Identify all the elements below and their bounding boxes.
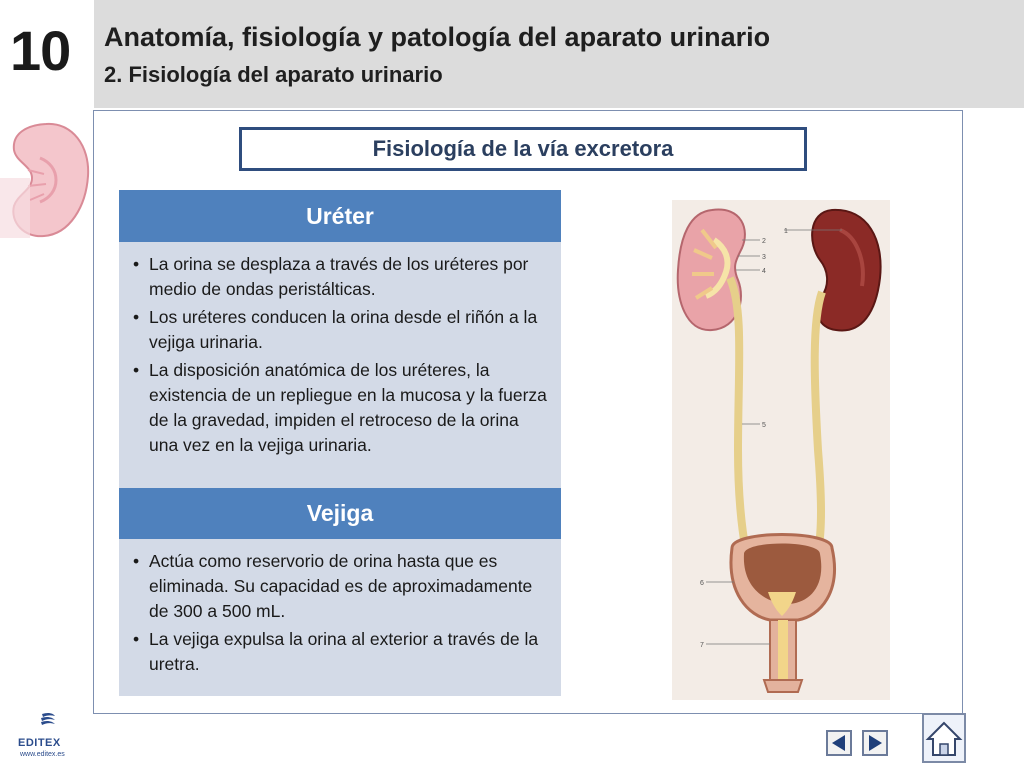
vejiga-body	[119, 539, 561, 696]
list-item: • La orina se desplaza a través de los uréteres por medio de ondas peristálticas.	[131, 252, 547, 302]
illustration-label: 6	[700, 580, 704, 587]
urinary-system-illustration	[672, 200, 890, 700]
previous-button[interactable]	[826, 730, 852, 756]
triangle-left-icon	[828, 732, 850, 754]
house-icon	[924, 715, 964, 761]
list-item: • Actúa como reservorio de orina hasta que es eliminada. Su capacidad es de aproximadamente de 300 a 500 mL.	[131, 549, 547, 624]
list-item: • La disposición anatómica de los uréteres, la existencia de un repliegue en la mucosa y la fuerza de la gravedad, impiden el retroceso de la orina una vez en la vejiga urinaria.	[131, 358, 547, 458]
section-title-box	[239, 127, 807, 171]
illustration-label: 4	[762, 268, 766, 275]
illustration-label: 3	[762, 254, 766, 261]
list-item: • Los uréteres conducen la orina desde el riñón a la vejiga urinaria.	[131, 305, 547, 355]
next-button[interactable]	[862, 730, 888, 756]
section-title: Fisiología de la vía excretora	[372, 136, 674, 161]
vejiga-heading: Vejiga	[119, 488, 561, 539]
brand-name: EDITEX	[18, 737, 61, 749]
ureter-heading: Uréter	[119, 190, 561, 242]
list-item: • La vejiga expulsa la orina al exterior a través de la uretra.	[131, 627, 547, 677]
chapter-number: 10	[10, 19, 71, 82]
page-subtitle: 2. Fisiología del aparato urinario	[104, 62, 443, 87]
illustration-label: 7	[700, 642, 704, 649]
page-title: Anatomía, fisiología y patología del aparato urinario	[104, 22, 771, 52]
ureter-list	[131, 252, 547, 458]
editex-logo-icon	[18, 712, 78, 738]
illustration-label: 2	[762, 238, 766, 245]
kidney-decoration-icon	[0, 118, 92, 242]
brand-url: www.editex.es	[20, 751, 65, 758]
illustration-label: 5	[762, 422, 766, 429]
home-button[interactable]	[922, 713, 966, 763]
header-band	[94, 0, 1024, 108]
vejiga-list	[131, 549, 547, 677]
illustration-label: 1	[784, 228, 788, 235]
ureter-body	[119, 242, 561, 488]
triangle-right-icon	[864, 732, 886, 754]
